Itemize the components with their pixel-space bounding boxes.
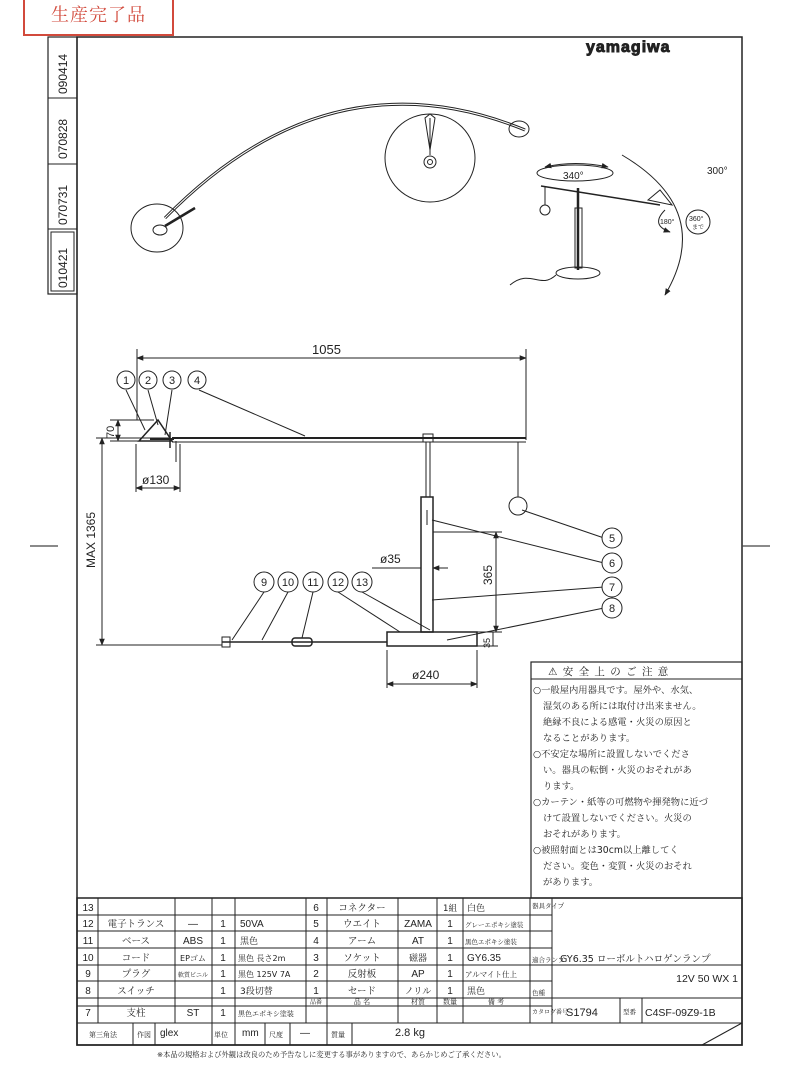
table-row xyxy=(82,953,285,964)
table-row xyxy=(83,935,258,947)
svg-text:品 名: 品 名 xyxy=(353,998,371,1006)
head-rotate-sub-label: まで xyxy=(692,224,705,231)
safety-line: なることがあります。 xyxy=(543,733,636,744)
balloon-8 xyxy=(602,598,622,618)
table-row xyxy=(313,902,485,914)
lamp-label: 適合ランプ xyxy=(532,956,565,964)
table-row xyxy=(313,968,517,980)
svg-text:3: 3 xyxy=(313,953,319,964)
balloon-5 xyxy=(602,528,622,548)
svg-text:11: 11 xyxy=(82,936,94,947)
svg-text:—: — xyxy=(300,1028,310,1039)
catalog-label: カタログ番号 xyxy=(532,1009,569,1016)
svg-text:コード: コード xyxy=(121,953,151,964)
svg-text:12: 12 xyxy=(331,577,345,589)
svg-text:備 考: 備 考 xyxy=(487,998,505,1006)
svg-text:黒色: 黒色 xyxy=(240,937,259,947)
svg-text:EPゴム: EPゴム xyxy=(180,954,206,963)
svg-text:ソケット: ソケット xyxy=(343,953,381,964)
svg-text:1: 1 xyxy=(313,986,319,997)
svg-text:4: 4 xyxy=(193,375,201,387)
svg-text:1: 1 xyxy=(220,936,226,947)
safety-line: ○カーテン・紙等の可燃物や揮発物に近づ xyxy=(533,797,708,808)
balloon-1 xyxy=(117,371,135,389)
max-height-dimension: MAX 1365 xyxy=(84,511,98,568)
svg-text:7: 7 xyxy=(608,582,616,594)
lamp-value: GY6.35 ローボルトハロゲンランプ xyxy=(560,954,711,965)
balloon-13 xyxy=(352,572,372,592)
safety-line: おそれがあります。 xyxy=(543,829,626,840)
svg-text:黒色エポキシ塗装: 黒色エポキシ塗装 xyxy=(465,938,517,946)
svg-text:質量: 質量 xyxy=(331,1031,345,1039)
svg-text:黒色 長さ2m: 黒色 長さ2m xyxy=(238,954,286,963)
svg-text:電子トランス: 電子トランス xyxy=(107,919,165,930)
svg-text:支柱: 支柱 xyxy=(126,1008,146,1019)
safety-notice xyxy=(531,662,742,898)
svg-text:1: 1 xyxy=(122,375,130,387)
pole-diameter-dimension: ø35 xyxy=(380,552,401,566)
svg-text:セード: セード xyxy=(347,986,377,997)
svg-text:3: 3 xyxy=(168,375,176,387)
svg-text:1: 1 xyxy=(220,986,226,997)
svg-text:1: 1 xyxy=(220,969,226,980)
svg-text:コネクター: コネクター xyxy=(338,903,386,914)
safety-line: があります。 xyxy=(543,877,599,888)
head-height-dimension: 70 xyxy=(105,425,117,438)
balloon-2 xyxy=(139,371,157,389)
svg-text:5: 5 xyxy=(313,919,319,930)
svg-text:アルマイト仕上: アルマイト仕上 xyxy=(465,970,518,979)
svg-text:ウエイト: ウエイト xyxy=(342,919,382,930)
svg-text:6: 6 xyxy=(313,903,319,914)
svg-text:9: 9 xyxy=(85,969,91,980)
balloon-7 xyxy=(602,577,622,597)
table-row xyxy=(313,985,485,997)
safety-line: 絶縁不良による感電・火災の原因と xyxy=(543,717,692,728)
balloon-12 xyxy=(328,572,348,592)
svg-text:2.8 kg: 2.8 kg xyxy=(395,1027,425,1039)
svg-text:黒色 125V 7A: 黒色 125V 7A xyxy=(238,970,291,979)
base-rotation-label: 340° xyxy=(563,171,584,182)
svg-text:ZAMA: ZAMA xyxy=(404,919,432,930)
svg-text:ベース: ベース xyxy=(121,936,151,947)
svg-text:6: 6 xyxy=(608,558,616,570)
head-diameter-dimension: ø130 xyxy=(142,473,170,487)
head-rotate-label: 360° xyxy=(689,216,704,223)
svg-text:7: 7 xyxy=(85,1008,91,1019)
perspective-sketch xyxy=(131,104,529,252)
model-label: 型番 xyxy=(623,1008,636,1016)
svg-text:13: 13 xyxy=(82,903,94,914)
table-row xyxy=(313,936,517,947)
safety-line: けて設置しないでください。火災の xyxy=(543,813,692,824)
safety-line: ○一般屋内用器具です。屋外や、水気、 xyxy=(533,685,699,696)
table-row xyxy=(82,903,94,914)
table-row xyxy=(82,919,264,930)
svg-text:4: 4 xyxy=(313,936,319,947)
svg-text:1: 1 xyxy=(220,953,226,964)
svg-text:1: 1 xyxy=(447,969,453,980)
rotation-sketch xyxy=(510,155,710,295)
svg-text:作図: 作図 xyxy=(137,1031,151,1039)
drawing-frame xyxy=(77,37,742,1045)
svg-text:1: 1 xyxy=(447,936,453,947)
balloon-11 xyxy=(303,572,323,592)
svg-text:単位: 単位 xyxy=(214,1031,228,1039)
svg-text:磁器: 磁器 xyxy=(408,954,428,964)
safety-line: い。器具の転倒・火災のおそれがあ xyxy=(543,765,692,776)
safety-line: ださい。変色・変質・火災のおそれ xyxy=(543,861,692,872)
svg-text:9: 9 xyxy=(260,577,268,589)
lamp-value-2: 12V 50 WX 1 xyxy=(676,973,738,985)
svg-text:1: 1 xyxy=(447,919,453,930)
safety-line: ○不安定な場所に設置しないでくださ xyxy=(533,749,690,760)
svg-text:1: 1 xyxy=(220,1008,226,1019)
svg-text:3段切替: 3段切替 xyxy=(240,987,273,997)
svg-text:反射板: 反射板 xyxy=(347,969,377,980)
svg-text:第三角法: 第三角法 xyxy=(89,1031,117,1039)
table-row xyxy=(85,1007,294,1019)
balloon-4 xyxy=(188,371,206,389)
catalog-number: S1794 xyxy=(566,1007,598,1019)
product-info xyxy=(532,901,738,1019)
svg-text:白色: 白色 xyxy=(467,904,486,914)
svg-text:黒色エポキシ塗装: 黒色エポキシ塗装 xyxy=(238,1010,294,1018)
base-height-dimension: 35 xyxy=(482,637,492,648)
disclaimer-note: ※本品の規格および外観は改良のため予告なしに変更する事がありますので、あらかじめご了承ください。 xyxy=(157,1050,506,1059)
svg-text:GY6.35: GY6.35 xyxy=(467,953,501,964)
discontinued-stamp: 生産完了品 xyxy=(23,0,174,36)
svg-text:8: 8 xyxy=(608,603,616,615)
svg-text:1: 1 xyxy=(220,919,226,930)
arm-rotation-label: 300° xyxy=(707,166,728,177)
safety-line: 湿気のある所には取付け出来ません。 xyxy=(543,701,702,712)
svg-text:11: 11 xyxy=(307,577,319,589)
parts-list-right xyxy=(310,902,524,1006)
model-number: C4SF-09Z9-1B xyxy=(645,1007,716,1019)
svg-text:プラグ: プラグ xyxy=(121,969,151,980)
safety-title: ⚠ 安 全 上 の ご 注 意 xyxy=(548,666,670,678)
pole-length-dimension: 365 xyxy=(481,564,495,585)
revision-column xyxy=(48,37,77,294)
svg-text:品番: 品番 xyxy=(309,999,323,1006)
svg-text:ABS: ABS xyxy=(182,936,204,947)
svg-text:スイッチ: スイッチ xyxy=(117,986,155,997)
svg-text:13: 13 xyxy=(355,577,369,589)
svg-text:軟質ビニル: 軟質ビニル xyxy=(177,972,209,979)
svg-text:10: 10 xyxy=(281,577,295,589)
type-label: 器具タイプ xyxy=(532,902,565,910)
base-diameter-dimension: ø240 xyxy=(412,668,440,682)
revision-1: 090414 xyxy=(56,53,70,94)
svg-text:8: 8 xyxy=(85,986,91,997)
revision-4: 010421 xyxy=(56,247,70,288)
svg-text:—: — xyxy=(188,919,198,930)
brand-logo: yamagiwa xyxy=(586,39,671,56)
balloon-6 xyxy=(602,553,622,573)
svg-text:2: 2 xyxy=(144,375,152,387)
svg-text:12: 12 xyxy=(82,919,94,930)
table-row xyxy=(313,919,524,930)
title-footer xyxy=(89,1027,425,1039)
revision-3: 070731 xyxy=(56,184,70,225)
svg-text:10: 10 xyxy=(82,953,94,964)
svg-text:アーム: アーム xyxy=(347,936,377,947)
svg-text:グレーエポキシ塗装: グレーエポキシ塗装 xyxy=(465,921,524,929)
balloon-3 xyxy=(163,371,181,389)
safety-line: ります。 xyxy=(543,781,580,792)
svg-text:AP: AP xyxy=(411,969,425,980)
balloon-10 xyxy=(278,572,298,592)
elevation-drawing xyxy=(96,349,604,688)
svg-text:材質: 材質 xyxy=(411,998,425,1006)
safety-line: ○被照射面とは30cm以上離してく xyxy=(533,845,679,856)
reach-dimension: 1055 xyxy=(312,342,341,357)
parts-list-left xyxy=(82,903,294,1019)
svg-text:5: 5 xyxy=(608,533,616,545)
table-row xyxy=(313,952,501,964)
table-row xyxy=(85,969,291,980)
revision-2: 070828 xyxy=(56,118,70,159)
svg-text:黒色: 黒色 xyxy=(467,987,486,997)
svg-text:数量: 数量 xyxy=(443,998,457,1006)
svg-text:mm: mm xyxy=(242,1028,259,1039)
balloon-9 xyxy=(254,572,274,592)
svg-text:2: 2 xyxy=(313,969,319,980)
svg-text:ノリル: ノリル xyxy=(404,987,432,997)
svg-text:50VA: 50VA xyxy=(240,919,264,930)
svg-text:1: 1 xyxy=(447,986,453,997)
svg-text:AT: AT xyxy=(411,936,425,947)
svg-text:1: 1 xyxy=(447,953,453,964)
svg-text:glex: glex xyxy=(160,1028,179,1039)
svg-text:尺度: 尺度 xyxy=(269,1031,283,1039)
svg-text:1組: 1組 xyxy=(443,904,457,914)
color-label: 色種 xyxy=(532,989,545,997)
head-tilt-label: 180° xyxy=(660,219,675,226)
table-row xyxy=(85,985,273,997)
svg-text:ST: ST xyxy=(186,1008,200,1019)
